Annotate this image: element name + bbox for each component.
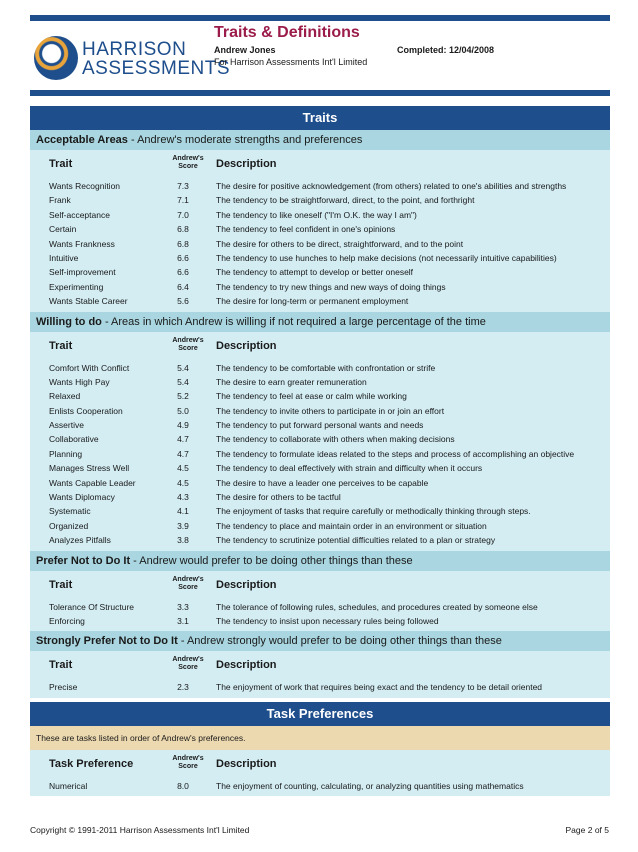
- trait-description: The tendency to put forward personal wants and needs: [216, 420, 424, 431]
- column-task-preference: Task Preference: [49, 757, 134, 770]
- trait-description: The tendency to invite others to participate in or join an effort: [216, 405, 445, 416]
- trait-description: The tendency to formulate ideas related to the steps and process of accomplishing an objective: [216, 448, 575, 459]
- trait-description: The desire for others to be tactful: [216, 492, 341, 503]
- group-name: Strongly Prefer Not to Do It: [36, 635, 178, 648]
- trait-description: The tendency to scrutinize potential difficulties related to a plan or strategy: [216, 535, 496, 546]
- trait-description: The tendency to collaborate with others when making decisions: [216, 434, 455, 445]
- footer-page-number: Page 2 of 5: [565, 825, 609, 835]
- trait-name: Tolerance Of Structure: [49, 601, 135, 612]
- trait-name: Manages Stress Well: [49, 463, 130, 474]
- trait-column-header: [30, 332, 610, 361]
- table-row: [30, 490, 610, 504]
- trait-score: 6.6: [177, 267, 189, 278]
- trait-score: 4.7: [177, 448, 189, 459]
- table-row: [30, 361, 610, 375]
- table-row: [30, 193, 610, 207]
- trait-table: [30, 150, 610, 312]
- trait-description: The enjoyment of work that requires being exact and the tendency to be detail oriented: [216, 682, 543, 693]
- column-trait: Trait: [49, 659, 73, 672]
- trait-score: 6.8: [177, 224, 189, 235]
- group-subtitle: - Andrew's moderate strengths and preferences: [127, 134, 363, 146]
- report-body: [30, 106, 610, 796]
- trait-score: 7.0: [177, 209, 189, 220]
- trait-name: Wants Recognition: [49, 181, 121, 191]
- trait-name: Self-improvement: [49, 267, 116, 278]
- table-row: [30, 476, 610, 490]
- trait-score: 4.7: [177, 434, 189, 445]
- trait-score: 5.4: [177, 362, 189, 373]
- traits-section-title: Traits: [30, 106, 610, 130]
- trait-score: 4.9: [177, 420, 189, 431]
- table-row: [30, 294, 610, 308]
- column-score-line2: Score: [178, 344, 198, 352]
- footer-copyright: Copyright © 1991-2011 Harrison Assessments Int'l Limited: [30, 825, 250, 835]
- table-row: [30, 432, 610, 446]
- trait-score: 7.3: [177, 181, 189, 191]
- task-table: [30, 750, 610, 796]
- column-score-line2: Score: [178, 583, 198, 591]
- group-heading: [30, 551, 610, 571]
- task-intro: These are tasks listed in order of Andrew's preferences.: [30, 726, 610, 750]
- trait-description: The tendency to be comfortable with confrontation or strife: [216, 362, 436, 373]
- trait-score: 4.1: [177, 506, 189, 517]
- column-score-line1: Andrew's: [172, 754, 204, 762]
- table-row: [30, 614, 610, 628]
- header-bottom-rule: [30, 90, 610, 96]
- trait-name: Wants Frankness: [49, 238, 115, 249]
- trait-name: Comfort With Conflict: [49, 362, 130, 373]
- table-row: [30, 504, 610, 518]
- trait-name: Systematic: [49, 506, 91, 517]
- company-name: For Harrison Assessments Int'l Limited: [214, 57, 368, 67]
- trait-description: The tendency to try new things and new ways of doing things: [216, 281, 446, 292]
- trait-score: 3.3: [177, 601, 189, 612]
- trait-score: 7.1: [177, 195, 189, 206]
- group-subtitle: - Areas in which Andrew is willing if not required a large percentage of the time: [101, 315, 486, 328]
- group-subtitle: - Andrew would prefer to be doing other things than these: [130, 554, 413, 567]
- trait-description: The desire for others to be direct, straightforward, and to the point: [216, 238, 464, 249]
- column-description: Description: [216, 339, 277, 352]
- column-trait: Trait: [49, 158, 73, 170]
- trait-name: Enlists Cooperation: [49, 405, 123, 416]
- table-row: [30, 179, 610, 193]
- trait-score: 4.3: [177, 492, 189, 503]
- trait-name: Assertive: [49, 420, 84, 431]
- trait-score: 3.8: [177, 535, 189, 546]
- table-row: [30, 208, 610, 222]
- trait-name: Self-acceptance: [49, 209, 110, 220]
- group-subtitle: - Andrew strongly would prefer to be doing other things than these: [177, 635, 502, 648]
- trait-score: 8.0: [177, 780, 189, 791]
- trait-score: 3.1: [177, 615, 189, 626]
- trait-description: The enjoyment of tasks that require carefully or methodically thinking through steps.: [216, 506, 531, 517]
- trait-description: The tendency to use hunches to help make decisions (not necessarily intuitive capabilities): [216, 252, 557, 263]
- trait-description: The tendency to like oneself ("I'm O.K. the way I am"): [216, 209, 417, 220]
- trait-description: The tendency to insist upon necessary rules being followed: [216, 615, 439, 626]
- table-row: [30, 222, 610, 236]
- column-description: Description: [216, 578, 277, 591]
- trait-column-header: [30, 571, 610, 600]
- column-score-line1: Andrew's: [172, 656, 204, 664]
- table-row: [30, 680, 610, 694]
- table-row: [30, 375, 610, 389]
- table-row: [30, 280, 610, 294]
- report-header: [30, 21, 610, 87]
- table-row: [30, 461, 610, 475]
- task-column-header: [30, 750, 610, 779]
- logo-text-line2: ASSESSMENTS: [82, 58, 231, 79]
- trait-score: 2.3: [177, 682, 189, 693]
- trait-name: Analyzes Pitfalls: [49, 535, 111, 546]
- column-trait: Trait: [49, 578, 73, 591]
- trait-column-header: [30, 150, 610, 179]
- table-row: [30, 533, 610, 547]
- globe-logo-icon: [34, 36, 78, 80]
- column-score: [168, 656, 208, 672]
- column-score: [168, 155, 208, 171]
- group-name: Willing to do: [36, 315, 102, 328]
- harrison-logo: [34, 34, 231, 84]
- trait-name: Intuitive: [49, 252, 79, 263]
- column-score: [168, 576, 208, 592]
- trait-name: Precise: [49, 682, 78, 693]
- candidate-name: Andrew Jones: [214, 45, 276, 55]
- group-heading: [30, 130, 610, 150]
- table-row: [30, 447, 610, 461]
- column-score: [168, 755, 208, 771]
- column-score-line1: Andrew's: [172, 336, 204, 344]
- table-row: [30, 389, 610, 403]
- trait-description: The enjoyment of counting, calculating, or analyzing quantities using mathematics: [216, 780, 524, 791]
- trait-name: Collaborative: [49, 434, 99, 445]
- trait-description: The tolerance of following rules, schedules, and procedures created by someone else: [216, 601, 538, 612]
- trait-name: Organized: [49, 520, 89, 531]
- trait-name: Numerical: [49, 780, 88, 791]
- trait-score: 6.4: [177, 281, 189, 292]
- trait-groups: [30, 130, 610, 698]
- group-name: Prefer Not to Do It: [36, 554, 131, 567]
- trait-score: 5.6: [177, 296, 189, 307]
- trait-name: Wants Capable Leader: [49, 477, 136, 488]
- task-rows: [30, 779, 610, 793]
- trait-description: The tendency to deal effectively with strain and difficulty when it occurs: [216, 463, 483, 474]
- table-row: [30, 251, 610, 265]
- trait-name: Planning: [49, 448, 83, 459]
- trait-name: Enforcing: [49, 615, 85, 626]
- trait-score: 5.2: [177, 391, 189, 402]
- trait-description: The tendency to be straightforward, direct, to the point, and forthright: [216, 195, 475, 206]
- trait-name: Experimenting: [49, 281, 104, 292]
- trait-score: 4.5: [177, 477, 189, 488]
- trait-description: The desire to earn greater remuneration: [216, 376, 367, 387]
- table-row: [30, 265, 610, 279]
- trait-table: [30, 571, 610, 632]
- table-row: [30, 519, 610, 533]
- logo-text-line1: HARRISON: [82, 39, 187, 60]
- table-row: [30, 404, 610, 418]
- trait-description: The tendency to feel confident in one's opinions: [216, 224, 396, 235]
- trait-description: The desire for long-term or permanent employment: [216, 296, 409, 307]
- trait-table: [30, 651, 610, 697]
- trait-description: The desire for positive acknowledgement (from others) related to one's abilities and strengths: [216, 181, 567, 191]
- table-row: [30, 600, 610, 614]
- column-score-line1: Andrew's: [172, 575, 204, 583]
- trait-score: 3.9: [177, 520, 189, 531]
- trait-description: The tendency to attempt to develop or better oneself: [216, 267, 414, 278]
- trait-column-header: [30, 651, 610, 680]
- column-description: Description: [216, 158, 277, 170]
- trait-name: Wants High Pay: [49, 376, 110, 387]
- trait-score: 5.4: [177, 376, 189, 387]
- trait-name: Wants Diplomacy: [49, 492, 115, 503]
- trait-score: 5.0: [177, 405, 189, 416]
- trait-score: 6.8: [177, 238, 189, 249]
- group-heading: [30, 312, 610, 332]
- trait-table: [30, 332, 610, 551]
- column-score-line2: Score: [178, 664, 198, 672]
- trait-name: Relaxed: [49, 391, 81, 402]
- column-score-line1: Andrew's: [172, 155, 204, 162]
- table-row: [30, 779, 610, 793]
- column-score: [168, 337, 208, 353]
- trait-name: Certain: [49, 224, 77, 235]
- trait-score: 6.6: [177, 252, 189, 263]
- column-score-line2: Score: [178, 762, 198, 770]
- page-title: Traits & Definitions: [214, 24, 360, 41]
- trait-description: The tendency to place and maintain order in an environment or situation: [216, 520, 487, 531]
- trait-name: Wants Stable Career: [49, 296, 128, 307]
- group-heading: [30, 631, 610, 651]
- column-trait: Trait: [49, 339, 73, 352]
- completed-date: Completed: 12/04/2008: [397, 45, 495, 55]
- trait-score: 4.5: [177, 463, 189, 474]
- table-row: [30, 418, 610, 432]
- trait-description: The tendency to feel at ease or calm while working: [216, 391, 407, 402]
- column-description: Description: [216, 757, 277, 770]
- column-score-line2: Score: [178, 163, 198, 170]
- column-description: Description: [216, 659, 277, 672]
- group-name: Acceptable Areas: [36, 134, 128, 146]
- task-section-title: Task Preferences: [30, 702, 610, 726]
- table-row: [30, 237, 610, 251]
- trait-description: The desire to have a leader one perceives to be capable: [216, 477, 429, 488]
- trait-name: Frank: [49, 195, 71, 206]
